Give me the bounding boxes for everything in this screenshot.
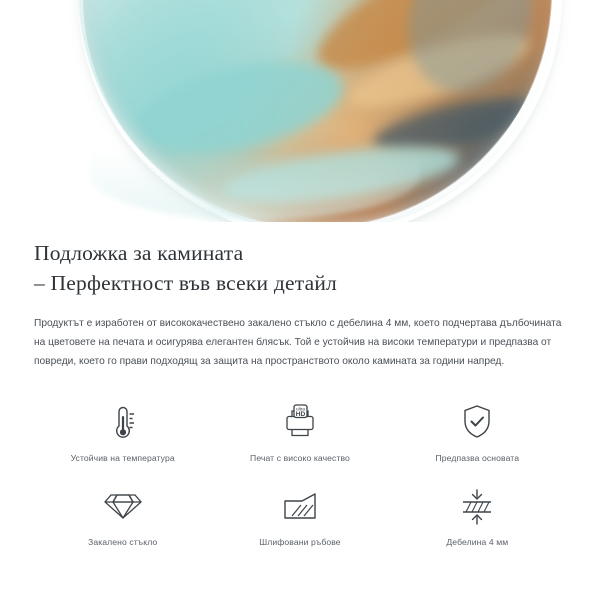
headline-line-1: Подложка за камината: [34, 241, 244, 265]
feature-item-print-quality: [211, 393, 388, 467]
badge-top-text: ultra: [296, 406, 305, 412]
feature-label: Предпазва основата: [435, 453, 520, 463]
feature-label: Дебелина 4 мм: [446, 537, 509, 547]
shield-check-icon: [393, 399, 562, 445]
feature-label: Шлифовани ръбове: [259, 537, 341, 547]
thickness-arrows-icon: [393, 483, 562, 529]
feature-label: Печат с високо качество: [250, 453, 350, 463]
body-text: Продуктът е изработен от висококачествено закалено стъкло с дебелина 4 мм, което подчертава дълбочината на цветовете на печата и осигурява елегантен блясък. Той е устойчив на високи температури и предпазва от повреди, което го прави подходящ за защита на пространството около камината за години напред.: [34, 318, 562, 367]
feature-item-thickness: [389, 477, 566, 551]
content-area: [0, 238, 600, 551]
badge-bottom-text: HD: [295, 411, 306, 418]
feature-item-surface-protection: [389, 393, 566, 467]
feature-item-temperature: [34, 393, 211, 467]
headline-line-2: – Перфектност във всеки детайл: [34, 271, 337, 295]
feature-label: Устойчив на температура: [70, 453, 175, 463]
ultra-hd-print-icon: [215, 399, 384, 445]
diamond-icon: [38, 483, 207, 529]
polished-edges-icon: [215, 483, 384, 529]
feature-label: Закалено стъкло: [88, 537, 158, 547]
thermometer-icon: [38, 399, 207, 445]
marble-streak: [129, 46, 351, 168]
feature-item-tempered-glass: [34, 477, 211, 551]
feature-item-polished-edges: [211, 477, 388, 551]
page-title: [34, 238, 566, 298]
hero-image: [0, 0, 600, 222]
feature-grid: [34, 393, 566, 551]
